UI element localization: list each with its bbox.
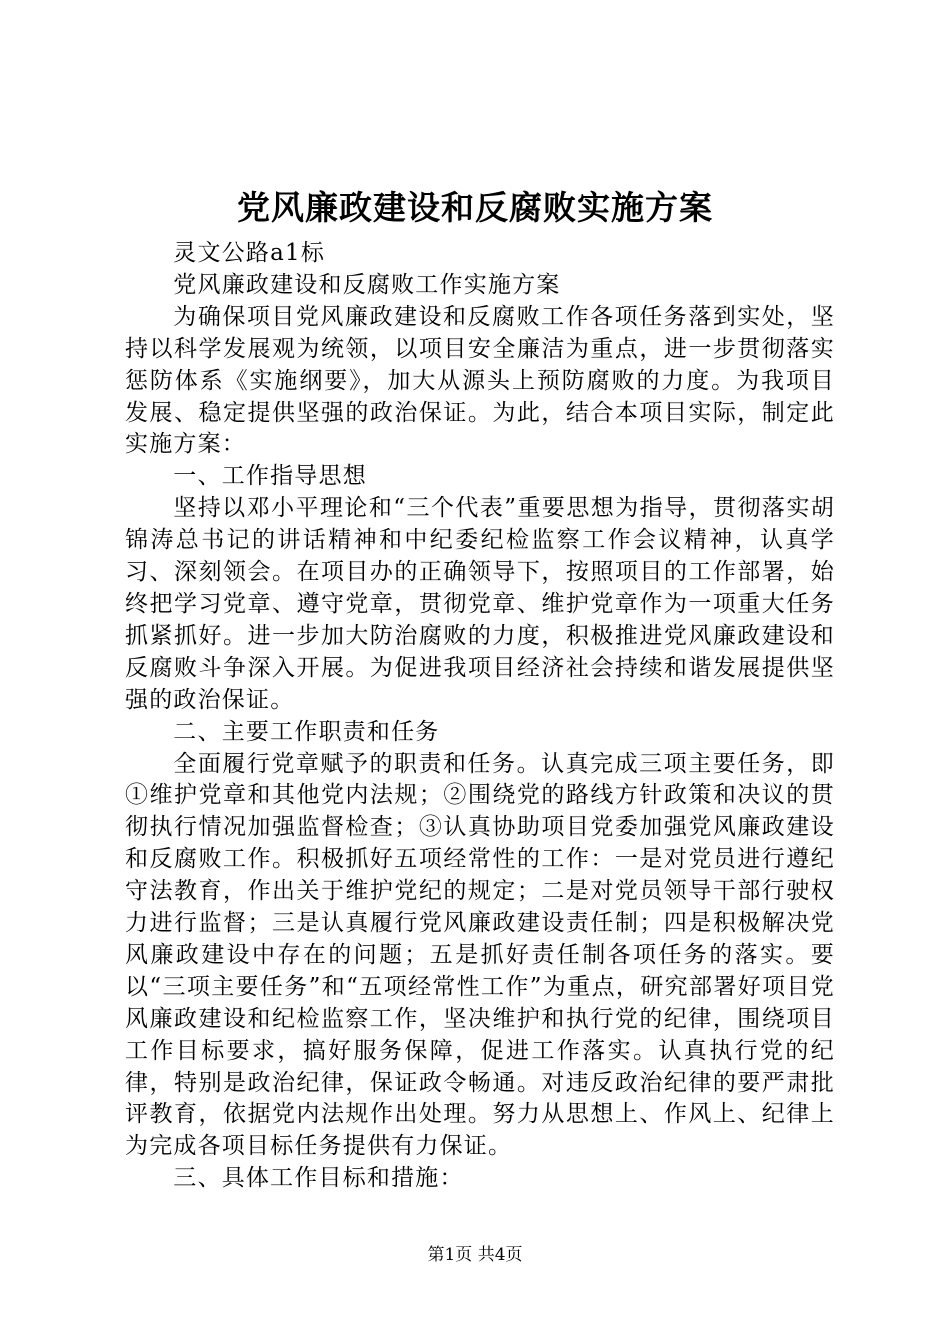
document-title: 党风廉政建设和反腐败实施方案	[237, 188, 713, 227]
section-heading: 三、具体工作目标和措施：	[173, 1165, 464, 1192]
paragraph: 为确保项目党风廉政建设和反腐败工作各项任务落到实处，坚持以科学发展观为统领，以项目安全廉洁为重点，进一步贯彻落实惩防体系《实施纲要》，加大从源头上预防腐败的力度。为我项目发展、稳定提供坚强的政治保证。为此，结合本项目实际，制定此实施方案：	[125, 303, 835, 458]
paragraph: 坚持以邓小平理论和“三个代表”重要思想为指导，贯彻落实胡锦涛总书记的讲话精神和中纪委纪检监察工作会议精神，认真学习、深刻领会。在项目办的正确领导下，按照项目的工作部署，始终把学习党章、遵守党章，贯彻党章、维护党章作为一项重大任务抓紧抓好。进一步加大防治腐败的力度，积极推进党风廉政建设和反腐败斗争深入开展。为促进我项目经济社会持续和谐发展提供坚强的政治保证。	[125, 495, 835, 713]
document-body	[125, 238, 835, 1195]
paragraph: 全面履行党章赋予的职责和任务。认真完成三项主要任务，即①维护党章和其他党内法规；②围绕党的路线方针政策和决议的贯彻执行情况加强监督检查；③认真协助项目党委加强党风廉政建设和反腐败工作。积极抓好五项经常性的工作：一是对党员进行遵纪守法教育，作出关于维护党纪的规定；二是对党员领导干部行驶权力进行监督；三是认真履行党风廉政建设责任制；四是积极解决党风廉政建设中存在的问题；五是抓好责任制各项任务的落实。要以“三项主要任务”和“五项经常性工作”为重点，研究部署好项目党风廉政建设和纪检监察工作，坚决维护和执行党的纪律，围绕项目工作目标要求，搞好服务保障，促进工作落实。认真执行党的纪律，特别是政治纪律，保证政令畅通。对违反政治纪律的要严肃批评教育，依据党内法规作出处理。努力从思想上、作风上、纪律上为完成各项目标任务提供有力保证。	[125, 750, 835, 1160]
section-heading: 二、主要工作职责和任务	[173, 718, 440, 745]
page-number-footer: 第1页 共4页	[427, 1245, 523, 1265]
plan-subtitle: 党风廉政建设和反腐败工作实施方案	[173, 271, 561, 298]
project-section-label: 灵文公路a1标	[173, 240, 326, 266]
section-heading: 一、工作指导思想	[173, 463, 367, 490]
